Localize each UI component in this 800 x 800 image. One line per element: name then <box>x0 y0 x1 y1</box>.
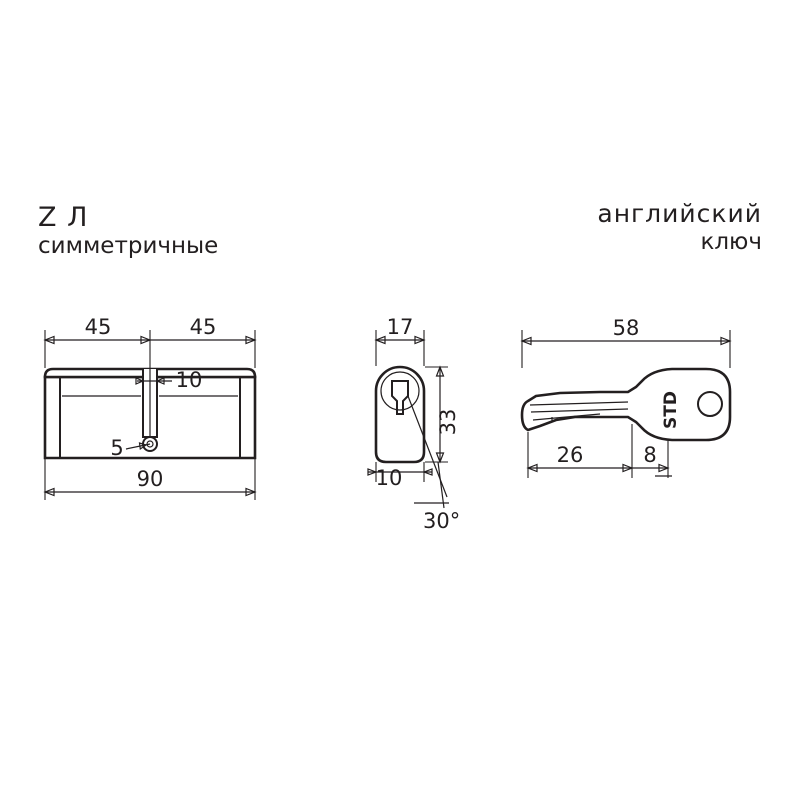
dim-angle: 30° <box>423 509 461 533</box>
key-label-line2: ключ <box>700 229 762 255</box>
dim-key-blade: 26 <box>556 443 584 467</box>
type-label-line1: Z Л <box>38 202 89 233</box>
dim-section-width: 17 <box>386 315 414 339</box>
dim-screw-hole: 5 <box>110 436 124 460</box>
dim-total-length: 90 <box>136 467 164 491</box>
cylinder-section-view <box>368 315 460 533</box>
dim-plug-diameter: 10 <box>375 466 403 490</box>
dim-key-bow: 8 <box>643 443 657 467</box>
dim-cam-width: 10 <box>175 368 203 392</box>
key-brand-text: STD <box>661 391 681 429</box>
key-view <box>522 316 730 478</box>
dim-section-height: 33 <box>436 408 460 436</box>
key-label-line1: английский <box>597 199 762 228</box>
dim-key-total: 58 <box>612 316 640 340</box>
type-label-line2: симметричные <box>38 233 219 259</box>
dim-right-half: 45 <box>189 315 217 339</box>
cylinder-front-view <box>45 315 255 500</box>
dim-left-half: 45 <box>84 315 112 339</box>
